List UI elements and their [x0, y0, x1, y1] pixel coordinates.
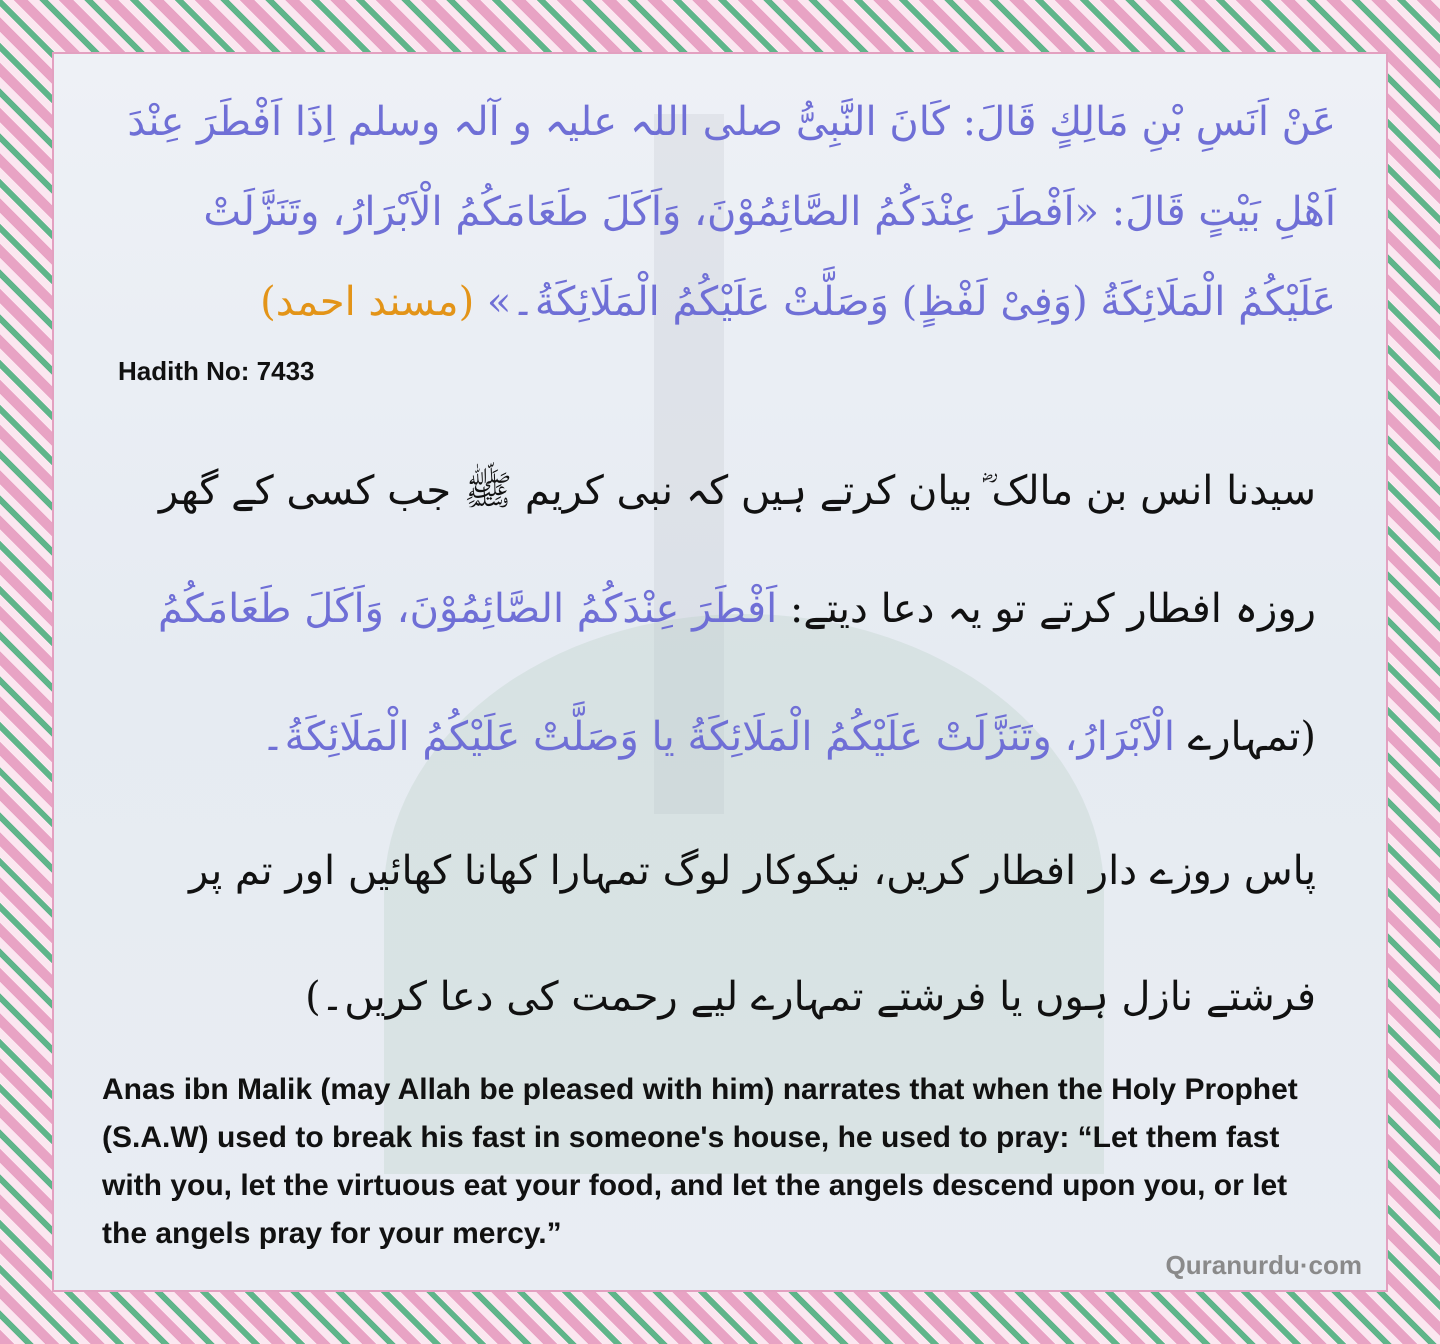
hadith-number: Hadith No: 7433	[118, 356, 315, 386]
arabic-line-1: عَنْ اَنَسِ بْنِ مَالِكٍ قَالَ: كَانَ النَّبِیُّ صلی اللہ علیہ و آلہ وسلم اِذَا اَفْطَرَ عِنْدَ	[127, 99, 1336, 145]
urdu-line-2-text: روزہ افطار کرتے تو یہ دعا دیتے:	[789, 586, 1316, 632]
urdu-line-3-text: (تمہارے	[1187, 714, 1316, 760]
english-translation: Anas ibn Malik (may Allah be pleased with him) narrates that when the Holy Prophet (S.A.W) used to break his fast in someone's house, he used to pray: “Let them fast with you, let the virtuous eat your food, and let the angels descend upon you, or let the angels pray for your mercy.”	[102, 1073, 1298, 1250]
urdu-line-2	[158, 584, 1316, 634]
arabic-line-2: اَهْلِ بَیْتٍ قَالَ: «اَفْطَرَ عِنْدَكُمُ الصَّائِمُوْنَ، وَاَكَلَ طَعَامَكُمُ الْاَبْرَارُ، وتَنَزَّلَتْ	[203, 189, 1336, 235]
source-reference: (مسند احمد)	[260, 279, 475, 325]
urdu-line-3-arabic: الْاَبْرَارُ، وتَنَزَّلَتْ عَلَیْكُمُ الْمَلَائِكَةُ یا وَصَلَّتْ عَلَیْكُمُ الْمَلَائِكَةُ۔	[261, 714, 1176, 760]
site-watermark: Quranurdu·com	[1165, 1250, 1362, 1280]
urdu-line-4: پاس روزے دار افطار کریں، نیکوکار لوگ تمہارا کھانا کھائیں اور تم پر	[189, 848, 1316, 894]
arabic-line-3	[260, 270, 1336, 334]
urdu-line-1: سیدنا انس بن مالک ؓ بیان کرتے ہیں کہ نبی کریم ﷺ جب کسی کے گھر	[158, 468, 1316, 514]
urdu-line-2-arabic: اَفْطَرَ عِنْدَكُمُ الصَّائِمُوْنَ، وَاَكَلَ طَعَامَكُمُ	[158, 586, 778, 632]
arabic-line-3-text: عَلَیْكُمُ الْمَلَائِكَةُ (وَفِیْ لَفْظٍ) وَصَلَّتْ عَلَیْكُمُ الْمَلَائِكَةُ۔»	[486, 279, 1336, 325]
urdu-line-5: فرشتے نازل ہوں یا فرشتے تمہارے لیے رحمت کی دعا کریں۔)	[305, 974, 1316, 1020]
urdu-line-3	[261, 712, 1316, 762]
